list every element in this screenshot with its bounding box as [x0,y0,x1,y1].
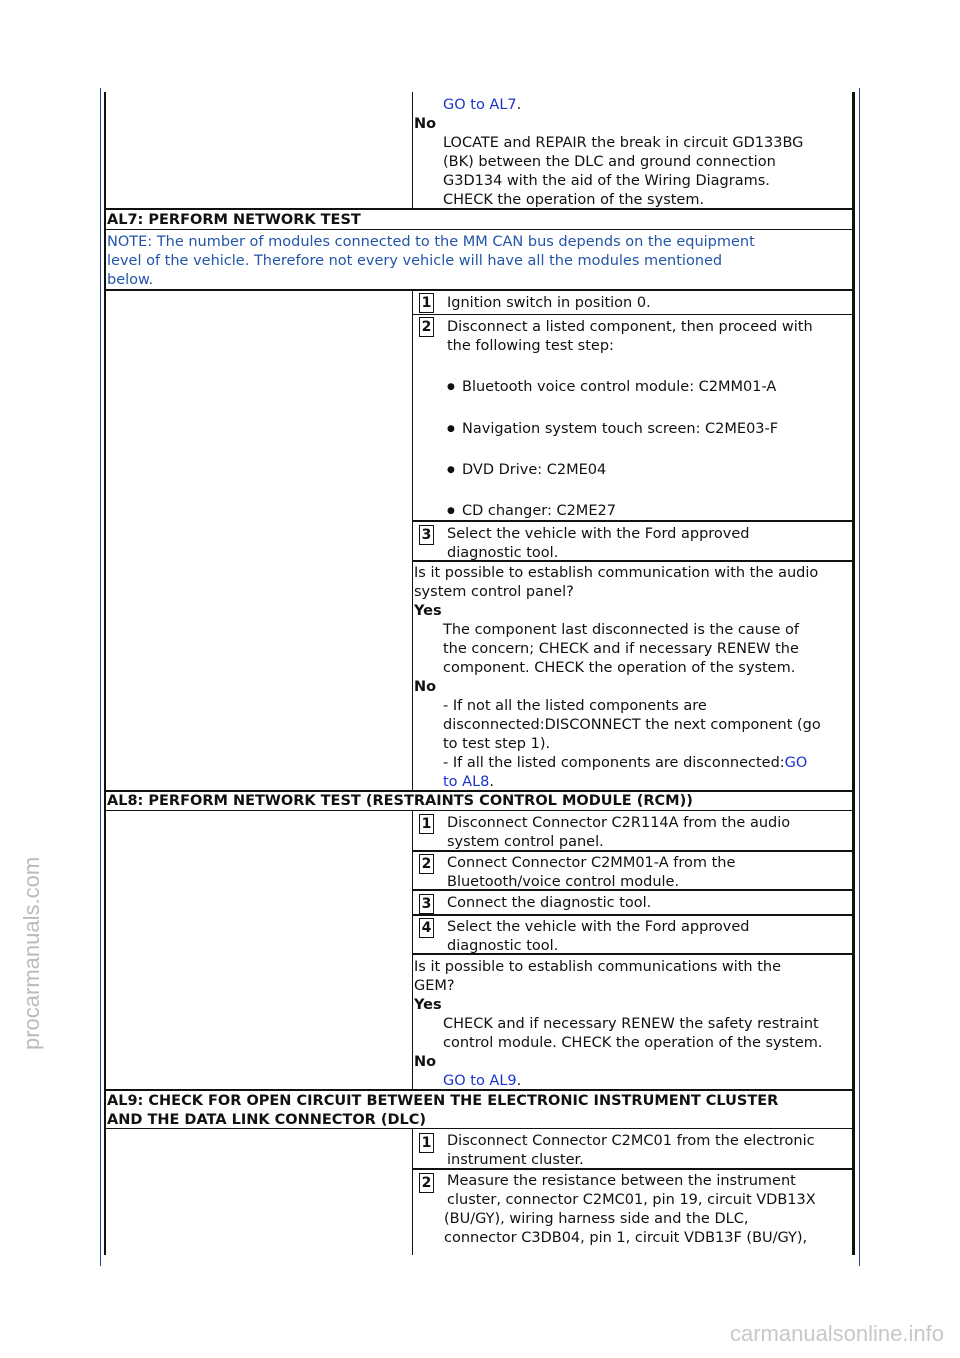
top-no-label: No [414,116,437,132]
al7-no-label: No [414,679,437,695]
right-frame-line [859,88,860,1266]
al9-step-1-text: Disconnect Connector C2MC01 from the electronic instrument cluster. [447,1133,815,1168]
al7-step-2-number: 2 [419,317,434,337]
go-to-al8-link-part2[interactable]: to AL8 [443,774,490,790]
al7-step-2-text: Disconnect a listed component, then proceed with the following test step: [447,319,813,354]
al7-yes-label: Yes [414,603,442,619]
al8-step-2-number: 2 [419,854,434,874]
al8-step-4-text: Select the vehicle with the Ford approved diagnostic tool. [447,919,750,954]
note-line: NOTE: The number of modules connected to the MM CAN bus depends on the equipment [107,234,755,250]
column-divider-al8 [412,810,413,1090]
top-no-line: G3D134 with the aid of the Wiring Diagrams. [443,173,770,189]
al8-result-block: Is it possible to establish communications with the GEM? Yes CHECK and if necessary RENEW the safety restraint control module. CHECK the operation of the system. No GO to AL9. [414,958,854,1091]
al7-step-1-number: 1 [419,293,434,313]
go-to-al8-link-part1[interactable]: GO [784,755,808,771]
al8-heading: AL8: PERFORM NETWORK TEST (RESTRAINTS CONTROL MODULE (RCM)) [107,793,693,809]
left-frame-line [100,88,101,1266]
al7-question: system control panel? [414,584,574,600]
rule-al8-step3 [412,914,855,916]
note-line: level of the vehicle. Therefore not every vehicle will have all the modules mentioned [107,253,723,269]
top-no-line: LOCATE and REPAIR the break in circuit GD133BG [443,135,804,151]
al8-step-4-number: 4 [419,918,434,938]
al7-step-3-number: 3 [419,525,434,545]
note-line: below. [107,272,154,288]
al8-question: GEM? [414,978,455,994]
al8-yes-label: Yes [414,997,442,1013]
al7-heading: AL7: PERFORM NETWORK TEST [107,212,361,228]
al9-step-2-text: Measure the resistance between the instrument cluster, connector C2MC01, pin 19, circuit VDB13X (BU/GY), wiring harness side and the DLC, connector C3DB04, pin 1, circuit VDB13F (BU/GY), [444,1173,816,1246]
top-no-line: (BK) between the DLC and ground connection [443,154,776,170]
top-continuation: GO to AL7. No LOCATE and REPAIR the break in circuit GD133BG (BK) between the DLC and ground connection G3D134 with the aid of the Wiring Diagrams. CHECK the operation of the system. [414,96,854,210]
al8-no-label: No [414,1054,437,1070]
al7-result-block: Is it possible to establish communication with the audio system control panel? Yes The component last disconnected is the cause of the concern; CHECK and if necessary RENEW the component. CHECK the operation of the system. No - If not all the listed components are disconnected:DISCONNECT the next component (go to test step 1). - If all the listed components are disconnected:GO to AL8. [414,564,854,792]
side-watermark: procarmanuals.com [19,856,44,1050]
al8-step-3-text: Connect the diagnostic tool. [447,895,652,911]
al9-step-1-number: 1 [419,1133,434,1153]
rule-al7-step1 [412,314,855,315]
al8-step-3-number: 3 [419,894,434,914]
footer-watermark: carmanualsonline.info [729,1321,944,1346]
al8-step-1-text: Disconnect Connector C2R114A from the audio system control panel. [447,815,791,850]
column-divider-top [412,92,413,209]
al8-step-2-text: Connect Connector C2MM01-A from the Bluetooth/voice control module. [447,855,736,890]
al7-step-1-text: Ignition switch in position 0. [447,295,651,311]
al8-question: Is it possible to establish communications with the [414,959,782,975]
column-divider-al9 [412,1128,413,1255]
go-to-al7-link[interactable]: GO to AL7 [443,97,517,113]
al9-heading: AL9: CHECK FOR OPEN CIRCUIT BETWEEN THE ELECTRONIC INSTRUMENT CLUSTER AND THE DATA LINK CONNECTOR (DLC) [107,1093,779,1128]
go-to-al9-link[interactable]: GO to AL9 [443,1073,517,1089]
top-no-line: CHECK the operation of the system. [443,192,705,208]
al7-note [107,233,847,290]
column-divider-al7 [412,290,413,792]
al8-step-1-number: 1 [419,814,434,834]
al9-step-2-number: 2 [419,1173,434,1193]
al7-question: Is it possible to establish communication with the audio [414,565,819,581]
left-table-border [104,92,106,1255]
al7-step-3-text: Select the vehicle with the Ford approved diagnostic tool. [447,526,750,561]
